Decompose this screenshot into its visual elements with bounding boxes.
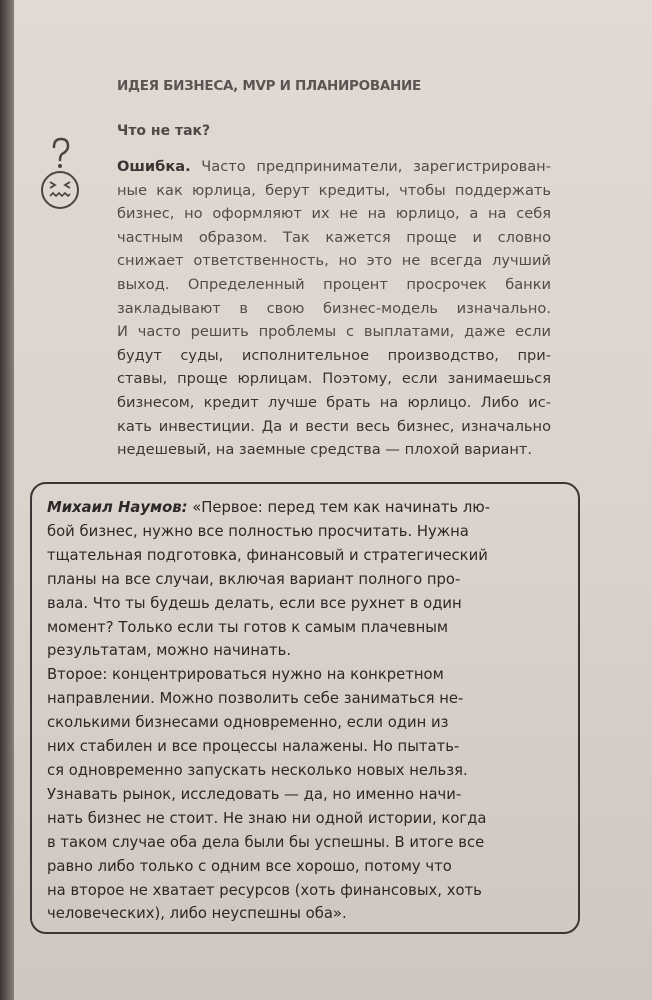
line-text: снижает ответственность, но это не всегда лучший (117, 252, 551, 270)
text-line (117, 202, 551, 226)
line-text: бой бизнес, нужно все полностью просчитать. Нужна (47, 522, 469, 540)
text-line (47, 855, 527, 879)
line-text: ся одновременно запускать несколько новых нельзя. (47, 761, 468, 779)
line-text: планы на все случаи, включая вариант полного про- (47, 570, 461, 588)
line-text: будут суды, исполнительное производство, при- (117, 346, 551, 364)
line-text: частным образом. Так кажется проще и словно (117, 228, 551, 246)
text-line (47, 902, 527, 926)
line-text: Узнавать рынок, исследовать — да, но именно начи- (47, 785, 462, 803)
text-line (47, 496, 527, 520)
line-text: в таком случае оба дела были бы успешны. В итоге все (47, 833, 485, 851)
text-line (47, 568, 527, 592)
text-line (47, 711, 527, 735)
line-text: вала. Что ты будешь делать, если все рухнет в один (47, 594, 462, 612)
line-text: выход. Определенный процент просрочек банки (117, 275, 551, 293)
book-spine-shadow (0, 0, 14, 1000)
text-line (117, 273, 551, 297)
line-text: кать инвестиции. Да и вести весь бизнес, изначально (117, 417, 551, 435)
text-line (117, 155, 551, 179)
text-line (47, 807, 527, 831)
line-text: ные как юрлица, берут кредиты, чтобы поддержать (117, 181, 551, 199)
text-line (47, 783, 527, 807)
line-text: сколькими бизнесами одновременно, если один из (47, 714, 449, 732)
line-text: бизнес, но оформляют их не на юрлицо, а на себя (117, 205, 551, 223)
line-text: нать бизнес не стоит. Не знаю ни одной истории, когда (47, 809, 487, 827)
text-line (47, 520, 527, 544)
text-line (117, 391, 551, 415)
lead-label: Ошибка. (117, 158, 191, 175)
line-text: И часто решить проблемы с выплатами, даже если (117, 323, 551, 341)
text-line (47, 663, 527, 687)
line-text: них стабилен и все процессы налажены. Но пытать- (47, 738, 460, 756)
confused-face-question-icon (36, 135, 84, 215)
line-text: на второе не хватает ресурсов (хоть финансовых, хоть (47, 881, 482, 899)
running-header: ИДЕЯ БИЗНЕСА, MVP И ПЛАНИРОВАНИЕ (117, 78, 421, 94)
text-line (47, 592, 527, 616)
line-text: «Первое: перед тем как начинать лю- (187, 499, 491, 516)
text-line (117, 367, 551, 391)
text-line (117, 438, 551, 462)
line-text: Второе: концентрироваться нужно на конкретном (47, 666, 444, 684)
section-title: Что не так? (117, 123, 211, 139)
text-line (117, 320, 551, 344)
line-text: момент? Только если ты готов к самым плачевным (47, 618, 449, 636)
text-line (47, 639, 527, 663)
line-text: недешевый, на заемные средства — плохой вариант. (117, 441, 533, 459)
text-line (47, 879, 527, 903)
text-line (117, 344, 551, 368)
text-line (47, 616, 527, 640)
line-text: тщательная подготовка, финансовый и стратегический (47, 546, 488, 564)
text-line (117, 226, 551, 250)
line-text: человеческих), либо неуспешны оба». (47, 905, 347, 923)
text-line (117, 179, 551, 203)
line-text: направлении. Можно позволить себе заниматься не- (47, 690, 464, 708)
body-text (117, 155, 551, 462)
text-line (117, 249, 551, 273)
text-line (117, 297, 551, 321)
text-line (47, 544, 527, 568)
text-line (117, 415, 551, 439)
text-line (47, 687, 527, 711)
text-line (47, 735, 527, 759)
line-text: закладывают в свою бизнес-модель изначально. (117, 299, 551, 317)
line-text: равно либо только с одним все хорошо, потому что (47, 857, 452, 875)
line-text: ставы, проще юрлицам. Поэтому, если занимаешься (117, 370, 551, 388)
line-text: бизнесом, кредит лучше брать на юрлицо. Либо ис- (117, 393, 551, 411)
lead-label: Михаил Наумов: (47, 499, 188, 516)
quote-text (47, 496, 527, 926)
line-text: Часто предприниматели, зарегистрирован- (190, 158, 551, 175)
text-line (47, 831, 527, 855)
line-text: результатам, можно начинать. (47, 642, 292, 660)
text-line (47, 759, 527, 783)
